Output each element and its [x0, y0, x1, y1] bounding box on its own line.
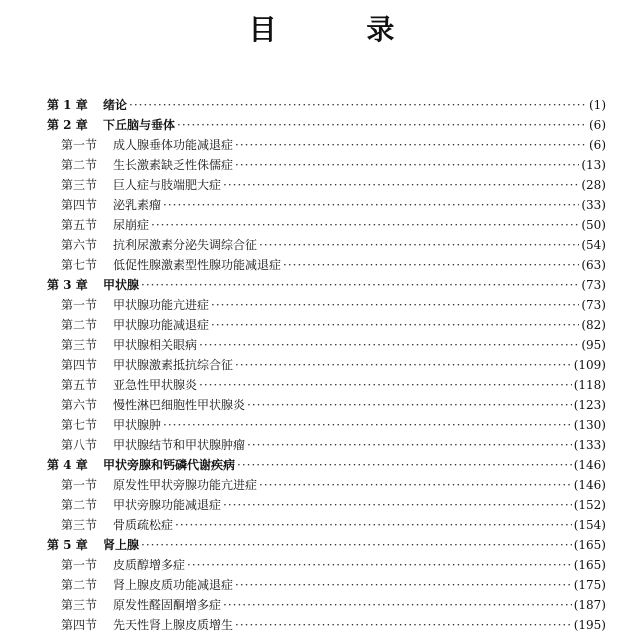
entry-page: (146)	[573, 458, 606, 472]
leader-dots	[211, 295, 579, 315]
leader-dots	[259, 235, 579, 255]
entry-page: (154)	[573, 518, 606, 532]
entry-number: 第四节	[61, 618, 98, 632]
entry-number: 第三节	[61, 178, 98, 192]
toc-section-row[interactable]	[47, 595, 606, 615]
entry-title: 肾上腺	[103, 538, 140, 552]
entry-page: (33)	[581, 198, 606, 212]
leader-dots	[235, 575, 572, 595]
entry-page: (1)	[589, 98, 606, 112]
leader-dots	[237, 455, 572, 475]
entry-title: 甲状旁腺功能减退症	[113, 498, 222, 512]
toc-chapter-row[interactable]	[47, 115, 606, 135]
entry-title: 甲状腺相关眼病	[113, 338, 198, 352]
entry-page: (175)	[573, 578, 606, 592]
leader-dots	[223, 595, 572, 615]
entry-page: (118)	[573, 378, 606, 392]
entry-title: 原发性醛固酮增多症	[113, 598, 222, 612]
entry-page: (165)	[573, 558, 606, 572]
toc-section-row[interactable]	[47, 475, 606, 495]
entry-number: 第四节	[61, 198, 98, 212]
entry-page: (54)	[581, 238, 606, 252]
entry-page: (133)	[573, 438, 606, 452]
entry-page: (109)	[573, 358, 606, 372]
entry-title: 泌乳素瘤	[113, 198, 162, 212]
entry-number: 第三节	[61, 338, 98, 352]
entry-title: 骨质疏松症	[113, 518, 174, 532]
toc-section-row[interactable]	[47, 355, 606, 375]
toc-section-row[interactable]	[47, 215, 606, 235]
entry-number: 第五节	[61, 218, 98, 232]
entry-number: 第 2 章	[47, 118, 88, 132]
leader-dots	[151, 215, 579, 235]
toc-section-row[interactable]	[47, 195, 606, 215]
entry-page: (13)	[581, 158, 606, 172]
entry-number: 第 3 章	[47, 278, 88, 292]
toc-section-row[interactable]	[47, 315, 606, 335]
entry-number: 第一节	[61, 298, 98, 312]
entry-page: (152)	[573, 498, 606, 512]
entry-page: (63)	[581, 258, 606, 272]
leader-dots	[187, 555, 572, 575]
leader-dots	[247, 395, 572, 415]
entry-number: 第七节	[61, 258, 98, 272]
toc-section-row[interactable]	[47, 415, 606, 435]
entry-page: (50)	[581, 218, 606, 232]
leader-dots	[141, 535, 572, 555]
toc-section-row[interactable]	[47, 135, 606, 155]
entry-number: 第二节	[61, 158, 98, 172]
toc-chapter-row[interactable]	[47, 535, 606, 555]
toc-section-row[interactable]	[47, 615, 606, 635]
entry-page: (195)	[573, 618, 606, 632]
toc-section-row[interactable]	[47, 575, 606, 595]
entry-title: 亚急性甲状腺炎	[113, 378, 198, 392]
entry-page: (95)	[581, 338, 606, 352]
toc-chapter-row[interactable]	[47, 95, 606, 115]
entry-number: 第 4 章	[47, 458, 88, 472]
entry-title: 甲状腺肿	[113, 418, 162, 432]
entry-title: 慢性淋巴细胞性甲状腺炎	[113, 398, 246, 412]
entry-title: 甲状旁腺和钙磷代谢疾病	[103, 458, 236, 472]
toc-section-row[interactable]	[47, 155, 606, 175]
entry-title: 下丘脑与垂体	[103, 118, 176, 132]
leader-dots	[223, 175, 579, 195]
toc-chapter-row[interactable]	[47, 455, 606, 475]
entry-page: (82)	[581, 318, 606, 332]
table-of-contents	[47, 95, 606, 635]
entry-page: (187)	[573, 598, 606, 612]
leader-dots	[163, 195, 579, 215]
leader-dots	[235, 355, 572, 375]
entry-title: 原发性甲状旁腺功能亢进症	[113, 478, 258, 492]
entry-number: 第六节	[61, 238, 98, 252]
entry-title: 甲状腺功能亢进症	[113, 298, 210, 312]
toc-section-row[interactable]	[47, 175, 606, 195]
entry-number: 第 5 章	[47, 538, 88, 552]
entry-title: 尿崩症	[113, 218, 150, 232]
leader-dots	[177, 115, 587, 135]
leader-dots	[247, 435, 572, 455]
leader-dots	[259, 475, 572, 495]
entry-title: 甲状腺	[103, 278, 140, 292]
leader-dots	[163, 415, 572, 435]
entry-number: 第六节	[61, 398, 98, 412]
entry-number: 第二节	[61, 318, 98, 332]
entry-title: 甲状腺结节和甲状腺肿瘤	[113, 438, 246, 452]
entry-number: 第一节	[61, 558, 98, 572]
entry-title: 生长激素缺乏性侏儒症	[113, 158, 234, 172]
entry-number: 第七节	[61, 418, 98, 432]
page-title: 目 录	[248, 13, 435, 46]
entry-page: (6)	[589, 118, 606, 132]
toc-section-row[interactable]	[47, 435, 606, 455]
toc-section-row[interactable]	[47, 235, 606, 255]
leader-dots	[199, 335, 579, 355]
leader-dots	[175, 515, 572, 535]
entry-number: 第四节	[61, 358, 98, 372]
toc-section-row[interactable]	[47, 335, 606, 355]
entry-title: 皮质醇增多症	[113, 558, 186, 572]
leader-dots	[141, 275, 579, 295]
toc-chapter-row[interactable]	[47, 275, 606, 295]
toc-section-row[interactable]	[47, 255, 606, 275]
entry-number: 第 1 章	[47, 98, 88, 112]
toc-section-row[interactable]	[47, 375, 606, 395]
entry-number: 第三节	[61, 518, 98, 532]
entry-page: (73)	[581, 298, 606, 312]
entry-title: 甲状腺功能减退症	[113, 318, 210, 332]
entry-title: 巨人症与肢端肥大症	[113, 178, 222, 192]
entry-number: 第三节	[61, 598, 98, 612]
entry-title: 肾上腺皮质功能减退症	[113, 578, 234, 592]
toc-section-row[interactable]	[47, 515, 606, 535]
leader-dots	[283, 255, 579, 275]
leader-dots	[223, 495, 572, 515]
entry-page: (130)	[573, 418, 606, 432]
entry-page: (73)	[581, 278, 606, 292]
entry-page: (123)	[573, 398, 606, 412]
leader-dots	[235, 615, 572, 635]
leader-dots	[235, 155, 579, 175]
entry-title: 绪论	[103, 98, 128, 112]
entry-title: 甲状腺激素抵抗综合征	[113, 358, 234, 372]
leader-dots	[211, 315, 579, 335]
entry-page: (146)	[573, 478, 606, 492]
entry-title: 先天性肾上腺皮质增生	[113, 618, 234, 632]
entry-number: 第二节	[61, 498, 98, 512]
entry-title: 抗利尿激素分泌失调综合征	[113, 238, 258, 252]
leader-dots	[129, 95, 587, 115]
entry-number: 第一节	[61, 478, 98, 492]
toc-section-row[interactable]	[47, 295, 606, 315]
leader-dots	[235, 135, 587, 155]
toc-section-row[interactable]	[47, 495, 606, 515]
entry-title: 低促性腺激素型性腺功能减退症	[113, 258, 282, 272]
toc-section-row[interactable]	[47, 395, 606, 415]
entry-page: (165)	[573, 538, 606, 552]
toc-section-row[interactable]	[47, 555, 606, 575]
entry-number: 第二节	[61, 578, 98, 592]
entry-number: 第五节	[61, 378, 98, 392]
entry-number: 第一节	[61, 138, 98, 152]
entry-number: 第八节	[61, 438, 98, 452]
entry-page: (6)	[589, 138, 606, 152]
entry-title: 成人腺垂体功能减退症	[113, 138, 234, 152]
entry-page: (28)	[581, 178, 606, 192]
leader-dots	[199, 375, 572, 395]
